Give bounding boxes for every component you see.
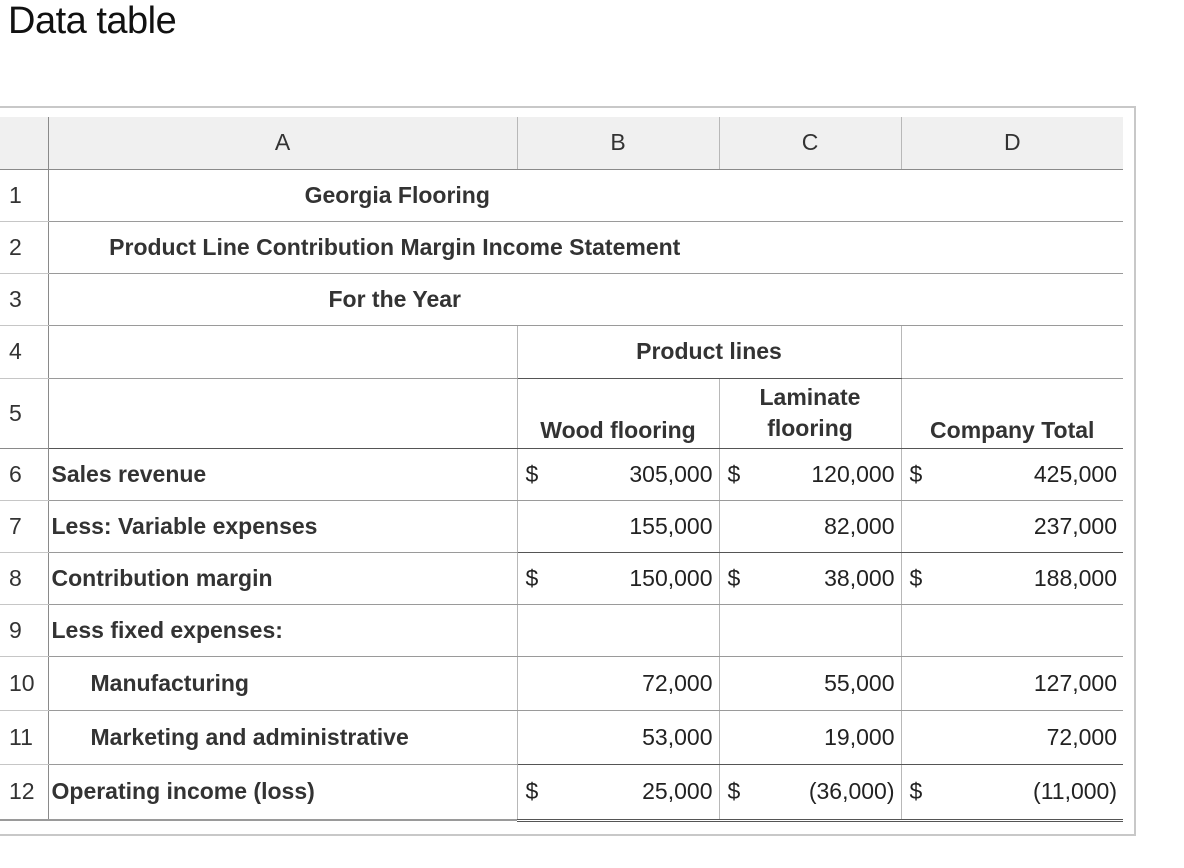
value-cell[interactable] <box>901 448 1123 500</box>
total-value: 188,000 <box>1033 564 1117 591</box>
company-name[interactable]: Georgia Flooring <box>48 169 901 221</box>
row-label[interactable]: Manufacturing <box>48 656 517 710</box>
statement-period[interactable]: For the Year <box>48 273 901 325</box>
wood-value[interactable]: 53,000 <box>517 710 719 764</box>
wood-flooring-header[interactable]: Wood flooring <box>517 378 719 448</box>
table-row <box>0 604 1123 656</box>
total-value: 425,000 <box>1033 460 1117 487</box>
table-row <box>0 764 1123 820</box>
cell-d9[interactable] <box>901 604 1123 656</box>
row-label[interactable]: Less: Variable expenses <box>48 500 517 552</box>
wood-value: 25,000 <box>642 778 713 804</box>
value-cell[interactable] <box>517 448 719 500</box>
row-label[interactable]: Operating income (loss) <box>48 764 517 820</box>
row-label[interactable]: Marketing and administrative <box>48 710 517 764</box>
laminate-value[interactable]: 82,000 <box>719 500 901 552</box>
wood-value[interactable]: 72,000 <box>517 656 719 710</box>
row-number[interactable]: 4 <box>0 325 48 378</box>
row-number[interactable]: 1 <box>0 169 48 221</box>
dollar-sign: $ <box>727 778 741 804</box>
value-cell[interactable] <box>901 552 1123 604</box>
wood-value: 150,000 <box>629 564 713 591</box>
laminate-value: 120,000 <box>811 460 895 487</box>
laminate-header-line2: flooring <box>767 414 853 441</box>
wood-value[interactable]: 155,000 <box>517 500 719 552</box>
spreadsheet <box>0 117 1123 822</box>
cell-d3[interactable] <box>901 273 1123 325</box>
wood-value: 305,000 <box>629 460 713 487</box>
dollar-sign: $ <box>909 564 923 591</box>
row-number[interactable]: 9 <box>0 604 48 656</box>
cell-b9[interactable] <box>517 604 719 656</box>
cell-d1[interactable] <box>901 169 1123 221</box>
laminate-value: (36,000) <box>808 778 895 804</box>
corner-cell[interactable] <box>0 117 48 169</box>
table-row <box>0 273 1123 325</box>
statement-title[interactable]: Product Line Contribution Margin Income Statement <box>48 221 901 273</box>
value-cell[interactable] <box>719 764 901 820</box>
laminate-value[interactable]: 55,000 <box>719 656 901 710</box>
row-number[interactable]: 3 <box>0 273 48 325</box>
table-row <box>0 710 1123 764</box>
row-number[interactable]: 8 <box>0 552 48 604</box>
cell-c9[interactable] <box>719 604 901 656</box>
total-value[interactable]: 237,000 <box>901 500 1123 552</box>
product-lines-header[interactable]: Product lines <box>517 325 901 378</box>
table-row <box>0 448 1123 500</box>
value-cell[interactable] <box>719 552 901 604</box>
laminate-header-line1: Laminate <box>759 383 861 410</box>
value-cell[interactable] <box>901 764 1123 820</box>
dollar-sign: $ <box>525 564 539 591</box>
table-row <box>0 656 1123 710</box>
table-row <box>0 221 1123 273</box>
table-row <box>0 500 1123 552</box>
column-header-c[interactable]: C <box>719 117 901 169</box>
table-row <box>0 325 1123 378</box>
dollar-sign: $ <box>909 460 923 487</box>
column-header-row <box>0 117 1123 169</box>
column-header-b[interactable]: B <box>517 117 719 169</box>
row-label[interactable]: Less fixed expenses: <box>48 604 517 656</box>
table-row <box>0 378 1123 448</box>
row-number[interactable]: 7 <box>0 500 48 552</box>
company-total-header[interactable]: Company Total <box>901 378 1123 448</box>
row-label[interactable]: Sales revenue <box>48 448 517 500</box>
table-row <box>0 552 1123 604</box>
value-cell[interactable] <box>719 448 901 500</box>
row-label[interactable]: Contribution margin <box>48 552 517 604</box>
cell-d4[interactable] <box>901 325 1123 378</box>
column-header-a[interactable]: A <box>48 117 517 169</box>
laminate-flooring-header[interactable] <box>719 378 901 448</box>
dollar-sign: $ <box>525 778 539 804</box>
row-number[interactable]: 6 <box>0 448 48 500</box>
dollar-sign: $ <box>727 564 741 591</box>
dollar-sign: $ <box>909 778 923 804</box>
total-value[interactable]: 72,000 <box>901 710 1123 764</box>
data-table <box>0 117 1123 822</box>
window-title: Data table <box>8 0 177 42</box>
table-row <box>0 169 1123 221</box>
dollar-sign: $ <box>727 460 741 487</box>
cell-d2[interactable] <box>901 221 1123 273</box>
row-number[interactable]: 2 <box>0 221 48 273</box>
laminate-value: 38,000 <box>824 564 895 591</box>
value-cell[interactable] <box>517 552 719 604</box>
row-number[interactable]: 5 <box>0 378 48 448</box>
value-cell[interactable] <box>517 764 719 820</box>
laminate-value[interactable]: 19,000 <box>719 710 901 764</box>
dollar-sign: $ <box>525 460 539 487</box>
row-number[interactable]: 12 <box>0 764 48 820</box>
cell-a4[interactable] <box>48 325 517 378</box>
total-value: (11,000) <box>1033 778 1117 804</box>
row-number[interactable]: 10 <box>0 656 48 710</box>
total-value[interactable]: 127,000 <box>901 656 1123 710</box>
column-header-d[interactable]: D <box>901 117 1123 169</box>
row-number[interactable]: 11 <box>0 710 48 764</box>
cell-a5[interactable] <box>48 378 517 448</box>
